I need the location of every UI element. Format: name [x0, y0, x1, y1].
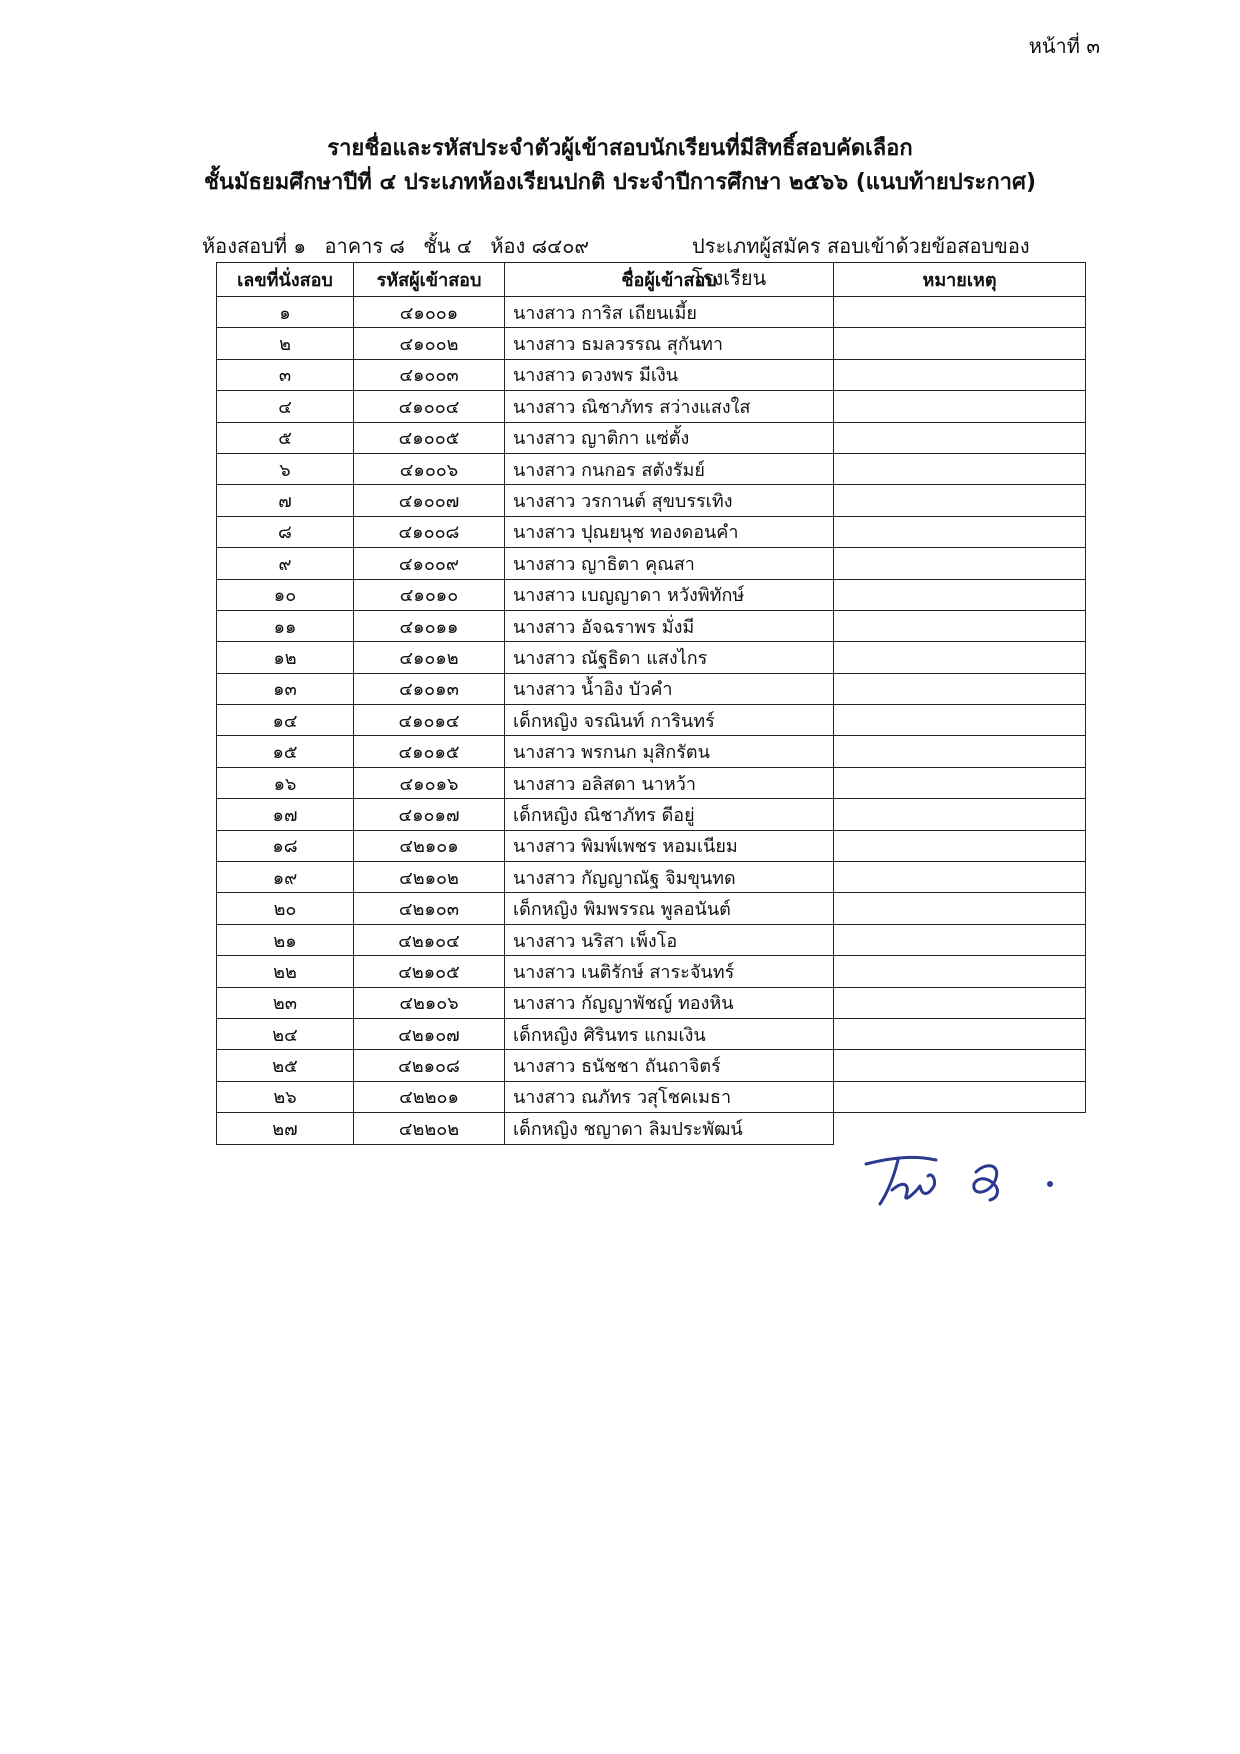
note-cell	[834, 673, 1086, 704]
note-cell	[834, 830, 1086, 861]
note-cell	[834, 485, 1086, 516]
examinee-name-cell: นางสาว ปุณยนุช ทองดอนคำ	[505, 516, 834, 547]
seat-number-cell: ๔	[217, 391, 354, 422]
examinee-name-cell: นางสาว เนติรักษ์ สาระจันทร์	[505, 956, 834, 987]
seat-number-cell: ๙	[217, 548, 354, 579]
page-number: หน้าที่ ๓	[1028, 34, 1100, 58]
table-row	[217, 548, 1086, 579]
note-cell	[834, 1113, 1086, 1144]
table-row	[217, 924, 1086, 955]
table-row	[217, 328, 1086, 359]
examinee-name-cell: นางสาว พิมพ์เพชร หอมเนียม	[505, 830, 834, 861]
table-row	[217, 579, 1086, 610]
examinee-code-cell: ๔๑๐๑๑	[354, 610, 505, 641]
room-location	[202, 230, 589, 262]
seat-number-cell: ๓	[217, 359, 354, 390]
table-row	[217, 673, 1086, 704]
seat-number-cell: ๑๐	[217, 579, 354, 610]
title-line-2: ชั้นมัธยมศึกษาปีที่ ๔ ประเภทห้องเรียนปกติ ประจำปีการศึกษา ๒๕๖๖ (แนบท้ายประกาศ)	[203, 170, 1037, 195]
examinee-code-cell: ๔๒๑๐๗	[354, 1018, 505, 1049]
examinee-name-cell: นางสาว ณภัทร วสุโชคเมธา	[505, 1081, 834, 1112]
signature-mark	[858, 1150, 1078, 1210]
note-cell	[834, 579, 1086, 610]
header-name: ชื่อผู้เข้าสอบ	[505, 263, 834, 297]
note-cell	[834, 924, 1086, 955]
seat-number-cell: ๑๗	[217, 799, 354, 830]
examinee-name-cell: เด็กหญิง จรณินท์ การินทร์	[505, 705, 834, 736]
note-cell	[834, 987, 1086, 1018]
note-cell	[834, 893, 1086, 924]
note-cell	[834, 736, 1086, 767]
seat-number-cell: ๑๕	[217, 736, 354, 767]
document-title	[0, 132, 1240, 200]
examinee-name-cell: นางสาว ณัฐธิดา แสงไกร	[505, 642, 834, 673]
examinee-name-cell: เด็กหญิง ศิรินทร แกมเงิน	[505, 1018, 834, 1049]
note-cell	[834, 391, 1086, 422]
examinee-name-cell: นางสาว พรกนก มุสิกรัตน	[505, 736, 834, 767]
room-number: ห้อง ๘๔๐๙	[490, 234, 590, 258]
note-cell	[834, 359, 1086, 390]
examinee-code-cell: ๔๒๑๐๖	[354, 987, 505, 1018]
note-cell	[834, 516, 1086, 547]
examinee-name-cell: นางสาว อลิสดา นาหว้า	[505, 767, 834, 798]
examinee-name-cell: นางสาว อัจฉราพร มั่งมี	[505, 610, 834, 641]
examinee-code-cell: ๔๑๐๑๔	[354, 705, 505, 736]
examinee-code-cell: ๔๑๐๑๕	[354, 736, 505, 767]
note-cell	[834, 297, 1086, 328]
note-cell	[834, 610, 1086, 641]
examinee-name-cell: นางสาว นริสา เพ็งโอ	[505, 924, 834, 955]
examinee-code-cell: ๔๑๐๐๒	[354, 328, 505, 359]
examinee-code-cell: ๔๑๐๐๖	[354, 453, 505, 484]
table-row	[217, 767, 1086, 798]
examinee-name-cell: นางสาว เบญญาดา หวังพิทักษ์	[505, 579, 834, 610]
examinee-name-cell: นางสาว การิส เถียนเมี้ย	[505, 297, 834, 328]
table-row	[217, 956, 1086, 987]
examinee-code-cell: ๔๑๐๐๙	[354, 548, 505, 579]
note-cell	[834, 799, 1086, 830]
note-cell	[834, 453, 1086, 484]
note-cell	[834, 1018, 1086, 1049]
table-row	[217, 485, 1086, 516]
title-line-1: รายชื่อและรหัสประจำตัวผู้เข้าสอบนักเรียนที่มีสิทธิ์สอบคัดเลือก	[327, 136, 913, 161]
note-cell	[834, 328, 1086, 359]
examinee-name-cell: เด็กหญิง ณิชาภัทร ดีอยู่	[505, 799, 834, 830]
examinee-code-cell: ๔๑๐๑๗	[354, 799, 505, 830]
table-row	[217, 1018, 1086, 1049]
examinee-code-cell: ๔๑๐๐๕	[354, 422, 505, 453]
examinee-name-cell: นางสาว ญาติกา แซ่ตั้ง	[505, 422, 834, 453]
seat-number-cell: ๑๔	[217, 705, 354, 736]
examinee-code-cell: ๔๑๐๐๗	[354, 485, 505, 516]
note-cell	[834, 862, 1086, 893]
note-cell	[834, 956, 1086, 987]
examinee-code-cell: ๔๑๐๑๓	[354, 673, 505, 704]
header-note: หมายเหตุ	[834, 263, 1086, 297]
seat-number-cell: ๖	[217, 453, 354, 484]
note-cell	[834, 1050, 1086, 1081]
table-row	[217, 453, 1086, 484]
examinee-code-cell: ๔๑๐๐๔	[354, 391, 505, 422]
examinee-name-cell: นางสาว กนกอร สตังรัมย์	[505, 453, 834, 484]
note-cell	[834, 1081, 1086, 1112]
exam-room: ห้องสอบที่ ๑	[202, 234, 307, 258]
examinee-name-cell: นางสาว ธนัชชา ถันถาจิตร์	[505, 1050, 834, 1081]
examinee-name-cell: นางสาว ญาธิตา คุณสา	[505, 548, 834, 579]
table-row	[217, 297, 1086, 328]
seat-number-cell: ๕	[217, 422, 354, 453]
examinee-name-cell: นางสาว ณิชาภัทร สว่างแสงใส	[505, 391, 834, 422]
examinee-code-cell: ๔๑๐๑๖	[354, 767, 505, 798]
table-row	[217, 642, 1086, 673]
seat-number-cell: ๒๔	[217, 1018, 354, 1049]
seat-number-cell: ๒๑	[217, 924, 354, 955]
examinee-code-cell: ๔๒๑๐๔	[354, 924, 505, 955]
table-row	[217, 1113, 1086, 1144]
table-row	[217, 987, 1086, 1018]
floor: ชั้น ๔	[423, 234, 472, 258]
seat-number-cell: ๑๑	[217, 610, 354, 641]
examinee-name-cell: นางสาว วรกานต์ สุขบรรเทิง	[505, 485, 834, 516]
examinee-code-cell: ๔๑๐๐๓	[354, 359, 505, 390]
seat-number-cell: ๒๖	[217, 1081, 354, 1112]
table-row	[217, 359, 1086, 390]
seat-number-cell: ๒๒	[217, 956, 354, 987]
header-seat: เลขที่นั่งสอบ	[217, 263, 354, 297]
note-cell	[834, 642, 1086, 673]
table-row	[217, 736, 1086, 767]
seat-number-cell: ๑๖	[217, 767, 354, 798]
table-row	[217, 799, 1086, 830]
examinee-code-cell: ๔๑๐๑๒	[354, 642, 505, 673]
table-row	[217, 830, 1086, 861]
seat-number-cell: ๒๐	[217, 893, 354, 924]
examinee-name-cell: เด็กหญิง พิมพรรณ พูลอนันต์	[505, 893, 834, 924]
applicant-type: ประเภทผู้สมัคร สอบเข้าด้วยข้อสอบของโรงเรียน	[692, 234, 1030, 290]
examinee-code-cell: ๔๒๑๐๒	[354, 862, 505, 893]
note-cell	[834, 767, 1086, 798]
examinee-name-cell: นางสาว ธมลวรรณ สุกันทา	[505, 328, 834, 359]
table-row	[217, 516, 1086, 547]
seat-number-cell: ๑๒	[217, 642, 354, 673]
table-row	[217, 610, 1086, 641]
table-row	[217, 391, 1086, 422]
table-row	[217, 862, 1086, 893]
note-cell	[834, 705, 1086, 736]
seat-number-cell: ๑	[217, 297, 354, 328]
table-row	[217, 893, 1086, 924]
table-row	[217, 1050, 1086, 1081]
seat-number-cell: ๗	[217, 485, 354, 516]
seat-number-cell: ๑๘	[217, 830, 354, 861]
examinee-name-cell: นางสาว กัญญาณัฐ จิมขุนทด	[505, 862, 834, 893]
table-header-row	[217, 263, 1086, 297]
table-row	[217, 422, 1086, 453]
examinee-name-cell: นางสาว กัญญาพัชญ์ ทองหิน	[505, 987, 834, 1018]
table-row	[217, 1081, 1086, 1112]
examinee-table	[216, 262, 1086, 1145]
seat-number-cell: ๒๗	[217, 1113, 354, 1144]
examinee-code-cell: ๔๒๑๐๓	[354, 893, 505, 924]
examinee-code-cell: ๔๑๐๐๑	[354, 297, 505, 328]
examinee-name-cell: นางสาว น้ำอิง บัวคำ	[505, 673, 834, 704]
note-cell	[834, 548, 1086, 579]
seat-number-cell: ๒	[217, 328, 354, 359]
seat-number-cell: ๒๓	[217, 987, 354, 1018]
table-row	[217, 705, 1086, 736]
examinee-code-cell: ๔๑๐๑๐	[354, 579, 505, 610]
seat-number-cell: ๘	[217, 516, 354, 547]
examinee-code-cell: ๔๒๒๐๒	[354, 1113, 505, 1144]
seat-number-cell: ๑๓	[217, 673, 354, 704]
examinee-code-cell: ๔๑๐๐๘	[354, 516, 505, 547]
examinee-code-cell: ๔๒๑๐๑	[354, 830, 505, 861]
examinee-name-cell: เด็กหญิง ชญาดา ลิมประพัฒน์	[505, 1113, 834, 1144]
examinee-code-cell: ๔๒๑๐๕	[354, 956, 505, 987]
seat-number-cell: ๒๕	[217, 1050, 354, 1081]
examinee-name-cell: นางสาว ดวงพร มีเงิน	[505, 359, 834, 390]
seat-number-cell: ๑๙	[217, 862, 354, 893]
building: อาคาร ๘	[324, 234, 405, 258]
examinee-code-cell: ๔๒๒๐๑	[354, 1081, 505, 1112]
examinee-code-cell: ๔๒๑๐๘	[354, 1050, 505, 1081]
header-code: รหัสผู้เข้าสอบ	[354, 263, 505, 297]
note-cell	[834, 422, 1086, 453]
